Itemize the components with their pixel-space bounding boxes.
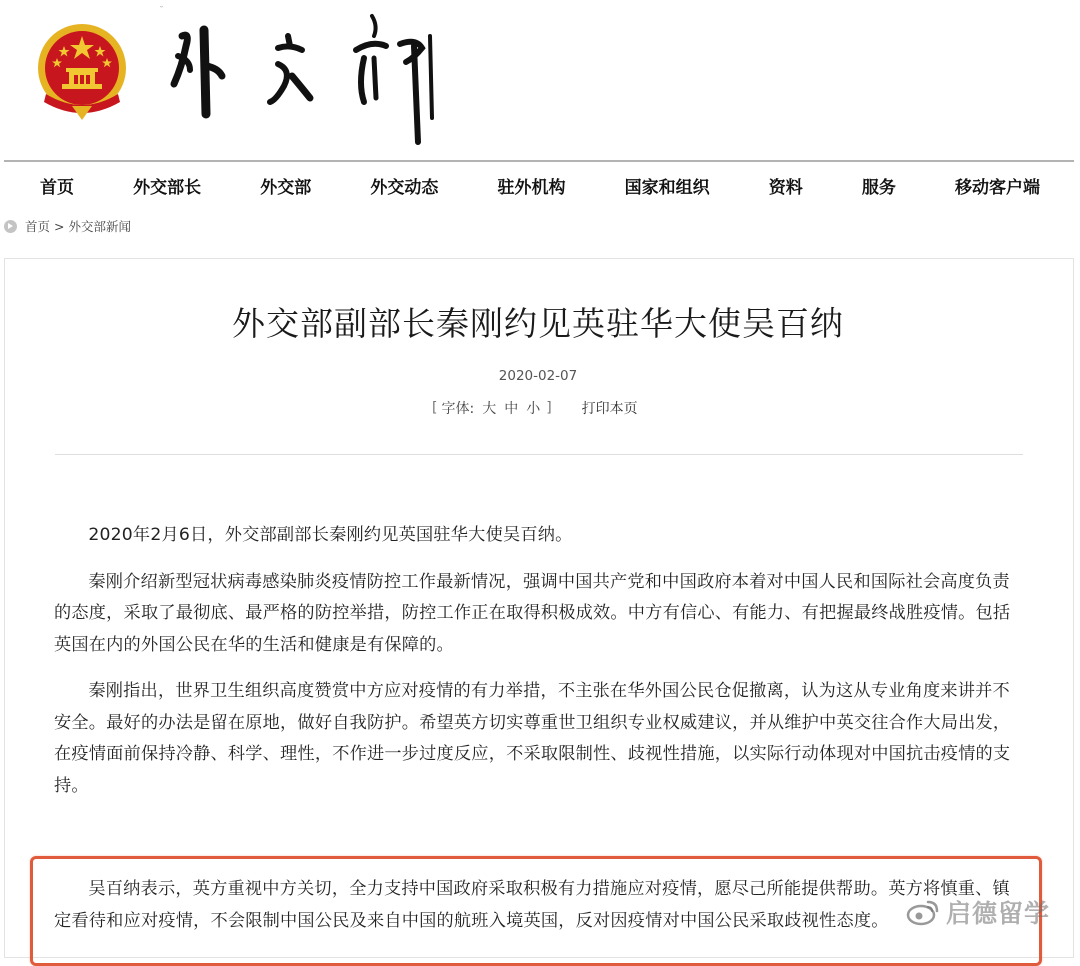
nav-item-mobile-client[interactable]: 移动客户端 (955, 177, 1040, 198)
nav-item-services[interactable]: 服务 (861, 177, 896, 198)
font-size-small-button[interactable]: 小 (526, 401, 541, 417)
font-size-large-button[interactable]: 大 (482, 401, 497, 417)
breadcrumb (4, 216, 131, 236)
breadcrumb-home-link[interactable]: 首页 (25, 219, 51, 234)
article-paragraph: 秦刚介绍新型冠状病毒感染肺炎疫情防控工作最新情况，强调中国共产党和中国政府本着对中国人民和国际社会高度负责的态度，采取了最彻底、最严格的防控举措，防控工作正在取得积极成效。中方有信心、有能力、有把握最终战胜疫情。包括英国在内的外国公民在华的生活和健康是有保障的。 (54, 571, 1011, 655)
font-tools-close-bracket: ] (546, 400, 552, 416)
article-paragraph: 秦刚指出，世界卫生组织高度赞赏中方应对疫情的有力举措，不主张在华外国公民仓促撤离，认为这从专业角度来讲并不安全。最好的办法是留在原地，做好自我防护。希望英方切实尊重世卫组织专业权威建议，并从维护中英交往合作大局出发，在疫情面前保持冷静、科学、理性，不作进一步过度反应，不采取限制性、歧视性措施，以实际行动体现对中国抗击疫情的支持。 (54, 681, 1011, 796)
nav-item-resources[interactable]: 资料 (768, 177, 803, 198)
arrow-circle-icon (4, 220, 17, 233)
article-body (54, 520, 1026, 817)
calligraphy-text (160, 6, 163, 8)
article-date: 2020-02-07 (498, 368, 578, 384)
font-size-medium-button[interactable]: 中 (504, 401, 519, 417)
breadcrumb-current-link[interactable]: 外交部新闻 (68, 219, 132, 234)
nav-item-countries-organizations[interactable]: 国家和组织 (624, 177, 710, 198)
watermark-text: 启德留学 (946, 899, 1051, 928)
site-header (0, 0, 1080, 160)
title-divider (55, 454, 1023, 455)
article-tools (432, 398, 638, 418)
nav-item-missions-abroad[interactable]: 驻外机构 (497, 177, 566, 198)
nav-item-ministry[interactable]: 外交部 (260, 177, 312, 198)
ministry-calligraphy-logo[interactable] (160, 6, 460, 146)
main-nav (4, 160, 1074, 208)
nav-item-diplomatic-news[interactable]: 外交动态 (370, 177, 439, 198)
watermark (906, 890, 1050, 934)
highlighted-paragraph: 吴百纳表示，英方重视中方关切，全力支持中国政府采取积极有力措施应对疫情，愿尽己所能提供帮助。英方将慎重、镇定看待和应对疫情，不会限制中国公民及来自中国的航班入境英国，反对因疫情对中国公民采取歧视性态度。 (54, 879, 1010, 931)
article-title: 外交部副部长秦刚约见英驻华大使吴百纳 (232, 304, 844, 343)
font-tools-open-bracket: [ (432, 400, 438, 416)
national-emblem-icon[interactable] (32, 20, 132, 124)
weibo-icon (906, 898, 940, 926)
breadcrumb-separator: > (54, 218, 65, 234)
font-size-label: 字体: (441, 401, 475, 417)
nav-item-minister[interactable]: 外交部长 (133, 177, 202, 198)
article-paragraph: 2020年2月6日，外交部副部长秦刚约见英国驻华大使吴百纳。 (88, 525, 573, 545)
nav-item-home[interactable]: 首页 (40, 177, 74, 198)
print-page-link[interactable]: 打印本页 (581, 401, 638, 417)
